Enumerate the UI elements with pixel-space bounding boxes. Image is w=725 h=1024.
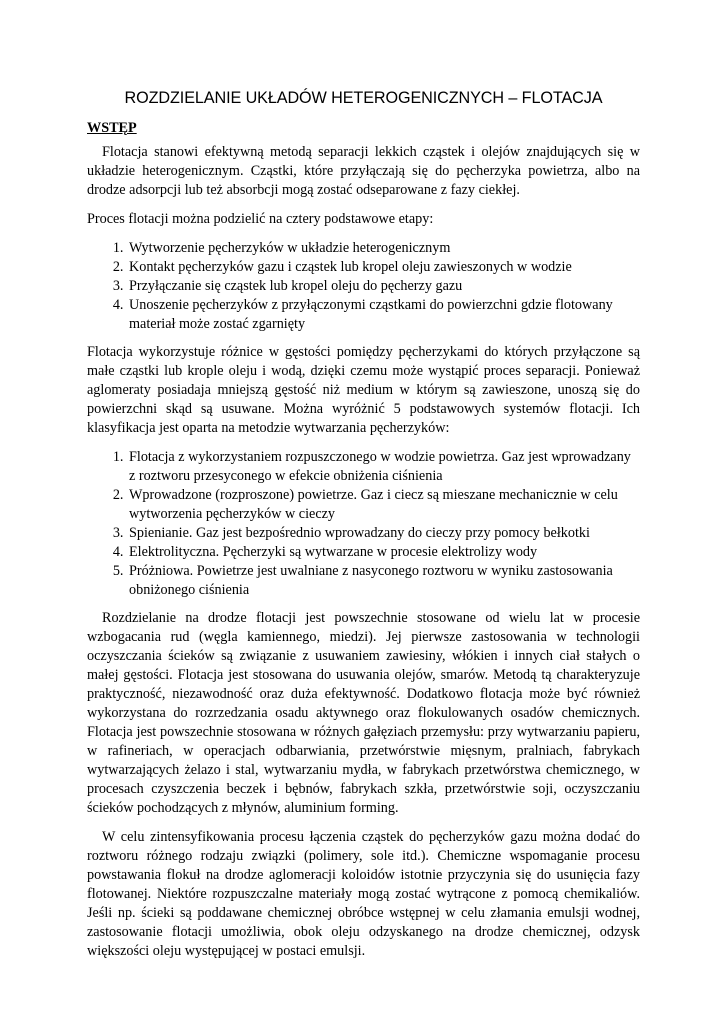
paragraph-chemical-support: W celu zintensyfikowania procesu łączenia cząstek do pęcherzyków gazu można dodać do roztworu różnego rodzaju związki (polimery, sole itd.). Chemiczne wspomaganie procesu powstawania flokuł na drodze aglomeracji koloidów istotnie przyczynia się do usunięcia fazy flotowanej. Niektóre rozpuszczalne materiały mogą zostać wytrącone z pomocą chemikaliów. Jeśli np. ścieki są poddawane chemicznej obróbce wstępnej w celu złamania emulsji wodnej, zastosowanie flotacji umożliwia, obok oleju odzyskanego na drodze chemicznej, odzysk większości oleju występującej w postaci emulsji. [87,829,640,959]
list-item: 1. Wytworzenie pęcherzyków w układzie heterogenicznym [127,239,640,258]
list-item: 3. Spienianie. Gaz jest bezpośrednio wprowadzany do cieczy przy pomocy bełkotki [127,524,640,543]
list-item: 2. Kontakt pęcherzyków gazu i cząstek lub kropel oleju zawieszonych w wodzie [127,258,640,277]
list-item: 4. Unoszenie pęcherzyków z przyłączonymi cząstkami do powierzchni gdzie flotowany materiał może zostać zgarnięty [127,296,640,334]
paragraph-applications: Rozdzielanie na drodze flotacji jest powszechnie stosowane od wielu lat w procesie wzbogacania rud (węgla kamiennego, miedzi). Jej pierwsze zastosowania w technologii oczyszczania ścieków są związanie z usuwaniem zawiesiny, włókien i innych ciał stałych o małej gęstości. Flotacja jest stosowana do usuwania olejów, smarów. Metodą tą charakteryzuje praktyczność, niezawodność oraz duża efektywność. Dodatkowo flotacja może być również wykorzystana do rozrzedzania osadu aktywnego oraz flokulowanych osadów chemicznych. Flotacja jest powszechnie stosowana w różnych gałęziach przemysłu: przy wytwarzaniu papieru, w rafineriach, w operacjach odbarwiania, przetwórstwie mięsnym, pralniach, fabrykach wytwarzających żelazo i stal, wytwarzaniu mydła, w fabrykach przetwórstwa chemicznego, w procesach czyszczenia beczek i bębnów, fabrykach szkła, przetwórstwie soji, oczyszczaniu ścieków pochodzących z młynów, aluminium forming. [87,610,640,816]
section-heading: WSTĘP [87,120,137,136]
list-item: 2. Wprowadzone (rozproszone) powietrze. Gaz i ciecz są mieszane mechanicznie w celu wytworzenia pęcherzyków w cieczy [127,486,640,524]
list-item: 1. Flotacja z wykorzystaniem rozpuszczonego w wodzie powietrza. Gaz jest wprowadzany z roztworu przesyconego w efekcie obniżenia ciśnienia [127,448,640,486]
paragraph-stages-intro: Proces flotacji można podzielić na cztery podstawowe etapy: [87,211,434,227]
list-item: 5. Próżniowa. Powietrze jest uwalniane z nasyconego roztworu w wyniku zastosowania obniżonego ciśnienia [127,562,640,600]
systems-list [87,448,640,600]
list-item: 3. Przyłączanie się cząstek lub kropel oleju do pęcherzy gazu [127,277,640,296]
stages-list [87,239,640,334]
document-title: ROZDZIELANIE UKŁADÓW HETEROGENICZNYCH – FLOTACJA [124,89,603,107]
list-item: 4. Elektrolityczna. Pęcherzyki są wytwarzane w procesie elektrolizy wody [127,543,640,562]
paragraph-density: Flotacja wykorzystuje różnice w gęstości pomiędzy pęcherzykami do których przyłączone są małe cząstki lub krople oleju i wodą, dzięki czemu może wystąpić proces separacji. Ponieważ aglomeraty posiadaja mniejszą gęstość niż medium w którym są zawieszone, unoszą się do powierzchni skąd są usuwane. Można wyróżnić 5 podstawowych systemów flotacji. Ich klasyfikacja jest oparta na metodzie wytwarzania pęcherzyków: [87,344,640,436]
document-page [87,88,640,971]
paragraph-intro: Flotacja stanowi efektywną metodą separacji lekkich cząstek i olejów znajdujących się w układzie heterogenicznym. Cząstki, które przyłączają się do pęcherzyka powietrza, albo na drodze adsorpcji lub też absorbcji mogą zostać odseparowane z fazy ciekłej. [87,144,640,198]
